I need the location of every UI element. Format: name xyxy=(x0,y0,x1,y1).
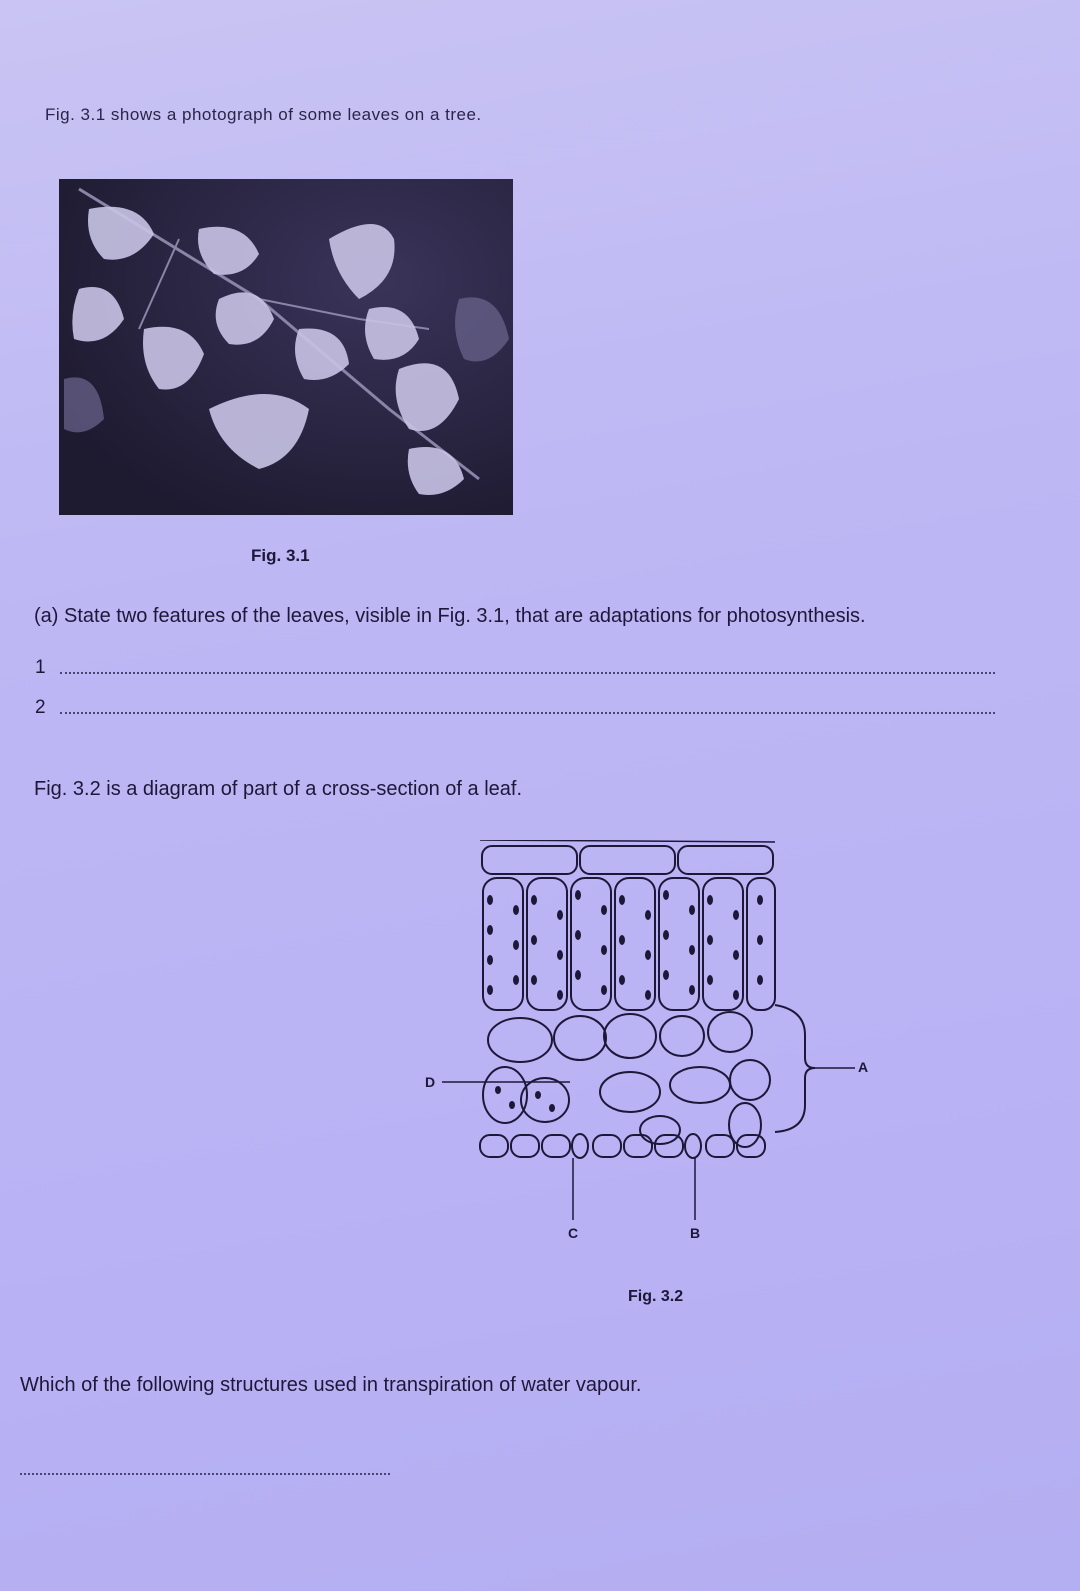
answer-number-2: 2 xyxy=(35,697,46,718)
fig-3-2-caption: Fig. 3.2 xyxy=(628,1288,684,1305)
answer-line-1[interactable] xyxy=(60,672,995,674)
answer-number-1: 1 xyxy=(35,657,46,678)
answer-line-2[interactable] xyxy=(60,712,995,714)
fig-3-1-caption: Fig. 3.1 xyxy=(251,546,310,565)
label-d: D xyxy=(425,1074,436,1090)
question-b: Which of the following structures used in transpiration of water vapour. xyxy=(20,1374,642,1396)
label-a: A xyxy=(858,1059,869,1075)
leaves-photo-image xyxy=(59,179,513,515)
label-b: B xyxy=(690,1225,701,1241)
label-c: C xyxy=(568,1225,579,1241)
question-a: (a) State two features of the leaves, visible in Fig. 3.1, that are adaptations for photosynthesis. xyxy=(34,605,866,627)
fig-3-2-intro: Fig. 3.2 is a diagram of part of a cross-section of a leaf. xyxy=(34,778,523,800)
leaf-diagram-svg xyxy=(420,840,890,1270)
leaf-cross-section-diagram xyxy=(420,840,890,1270)
answer-line-3[interactable] xyxy=(20,1473,390,1475)
leaves-photo xyxy=(59,179,513,515)
intro-text: Fig. 3.1 shows a photograph of some leaves on a tree. xyxy=(45,105,482,124)
